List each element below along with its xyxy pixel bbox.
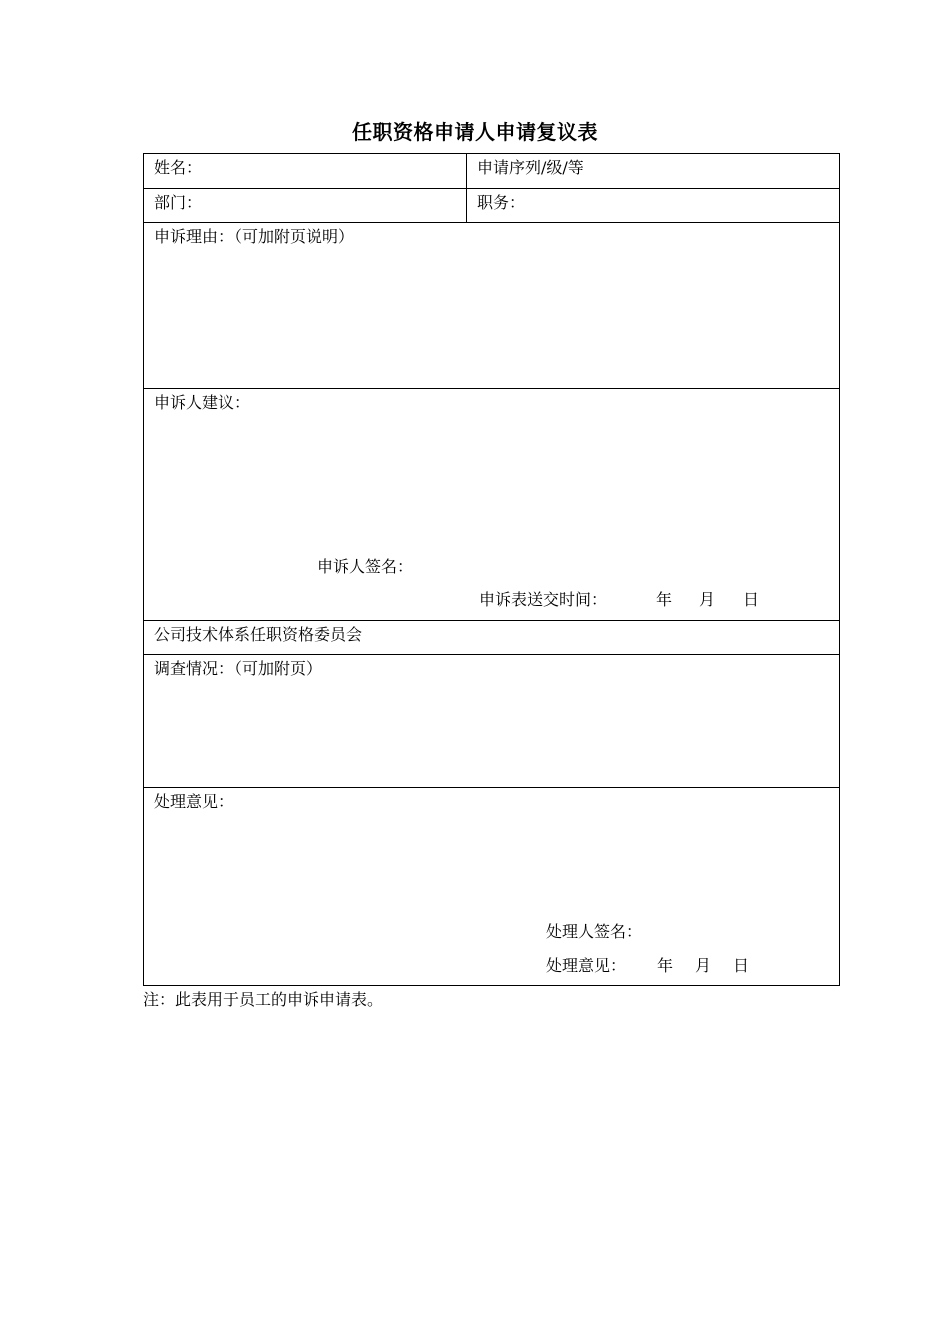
row-committee — [144, 621, 839, 655]
name-cell[interactable] — [144, 154, 467, 188]
submission-time-label: 申诉表送交时间： — [479, 590, 608, 609]
row-name-sequence — [144, 154, 839, 189]
row-handling-opinion[interactable] — [144, 788, 839, 985]
handling-date-month: 月 — [695, 956, 712, 975]
form-title: 任职资格申请人申请复议表 — [352, 120, 598, 144]
row-appeal-reason[interactable] — [144, 223, 839, 389]
name-label: 姓名： — [154, 158, 203, 177]
sequence-label: 申请序列/级/等 — [477, 158, 584, 177]
submission-date-year: 年 — [656, 590, 673, 609]
appeal-form-table — [143, 153, 840, 986]
handling-opinion-label: 处理意见： — [154, 792, 235, 811]
row-investigation[interactable] — [144, 655, 839, 788]
handling-date-day: 日 — [733, 956, 750, 975]
footnote: 注：此表用于员工的申诉申请表。 — [143, 990, 384, 1009]
sequence-cell[interactable] — [467, 154, 839, 188]
row-department-position — [144, 189, 839, 223]
position-label: 职务： — [477, 193, 526, 212]
handling-date-label: 处理意见： — [546, 956, 627, 975]
investigation-label: 调查情况：（可加附页） — [154, 659, 323, 678]
submission-date-month: 月 — [699, 590, 716, 609]
handling-date-year: 年 — [657, 956, 674, 975]
position-cell[interactable] — [467, 189, 839, 222]
appeal-reason-label: 申诉理由：（可加附页说明） — [154, 227, 355, 246]
row-appellant-suggestion[interactable] — [144, 389, 839, 621]
committee-label: 公司技术体系任职资格委员会 — [154, 625, 363, 644]
department-label: 部门： — [154, 193, 203, 212]
appellant-suggestion-label: 申诉人建议： — [154, 393, 251, 412]
department-cell[interactable] — [144, 189, 467, 222]
handler-signature-label: 处理人签名： — [546, 922, 643, 941]
appellant-signature-label: 申诉人签名： — [317, 557, 414, 576]
submission-date-day: 日 — [743, 590, 760, 609]
